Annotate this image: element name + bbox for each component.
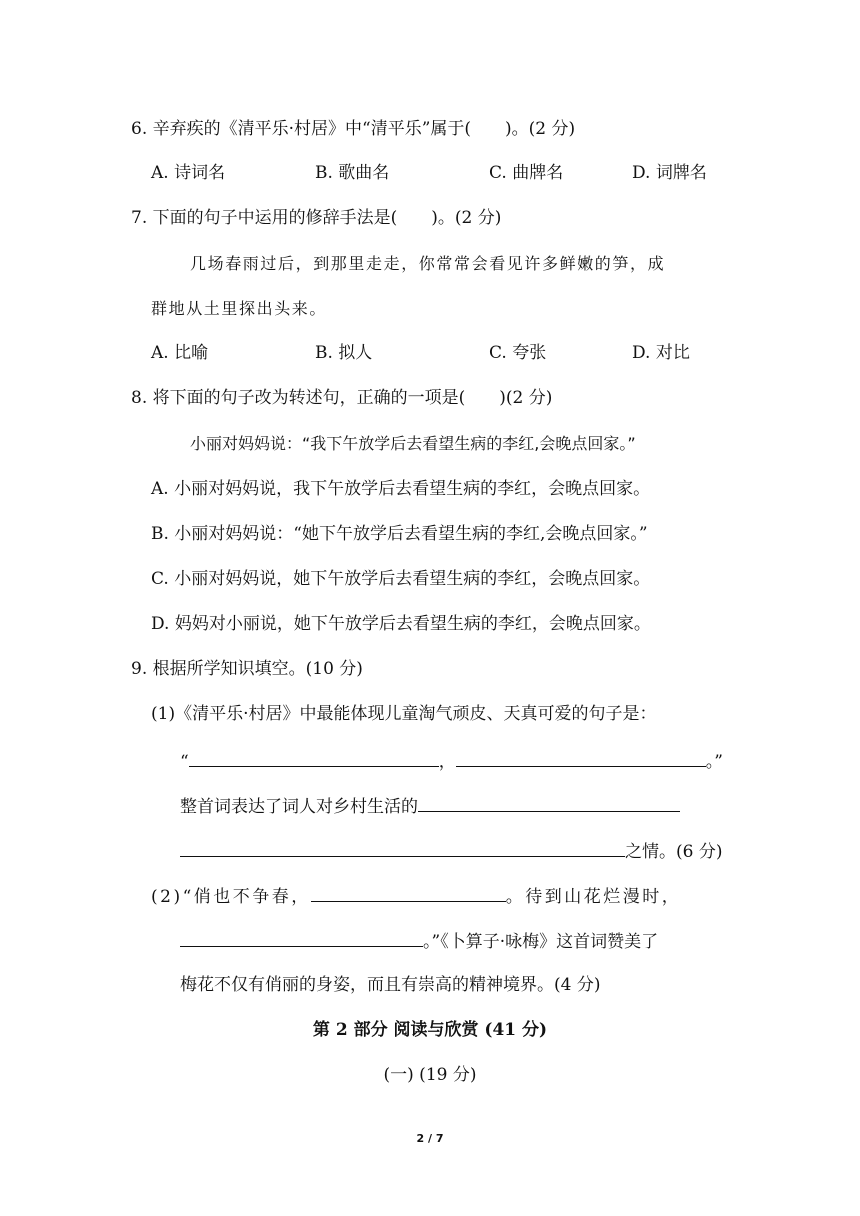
poem-line2-end: 。”《卜算子·咏梅》这首词赞美了 xyxy=(423,932,659,952)
answer-blank-3[interactable] xyxy=(418,793,680,812)
poem-mid: 。待到山花烂漫时， xyxy=(505,887,682,907)
answer-blank-6[interactable] xyxy=(180,928,423,947)
answer-blank-2[interactable] xyxy=(456,748,706,767)
q8-option-d: D. 妈妈对小丽说，她下午放学后去看望生病的李红，会晚点回家。 xyxy=(151,614,651,634)
q6-option-b: B. 歌曲名 xyxy=(315,163,390,183)
q6-option-d: D. 词牌名 xyxy=(632,163,707,183)
q9-part1-feeling-line xyxy=(180,793,680,819)
section-subtitle: (一) (19 分) xyxy=(383,1065,477,1085)
answer-blank-4[interactable] xyxy=(180,838,625,857)
q6-option-c: C. 曲牌名 xyxy=(489,163,564,183)
feeling-prompt: 整首词表达了词人对乡村生活的 xyxy=(180,797,418,817)
comma: ， xyxy=(438,752,456,772)
q9-part2-line3: 梅花不仅有俏丽的身姿，而且有崇高的精神境界。(4 分) xyxy=(180,975,601,995)
q6-stem: 6. 辛弃疾的《清平乐·村居》中“清平乐”属于( )。(2 分) xyxy=(131,119,576,139)
q7-option-b: B. 拟人 xyxy=(315,343,373,363)
section-title: 第 2 部分 阅读与欣赏 (41 分) xyxy=(312,1020,548,1040)
q8-option-a: A. 小丽对妈妈说，我下午放学后去看望生病的李红，会晚点回家。 xyxy=(151,479,651,499)
q6-option-a: A. 诗词名 xyxy=(151,163,226,183)
q8-quote: 小丽对妈妈说：“我下午放学后去看望生病的李红,会晚点回家。” xyxy=(190,434,636,453)
open-quote: “ xyxy=(180,752,189,772)
q7-passage-line1: 几场春雨过后，到那里走走，你常常会看见许多鲜嫩的笋，成 xyxy=(190,254,666,273)
close-quote: 。” xyxy=(705,752,723,772)
q9-part2-line2 xyxy=(180,928,658,954)
q8-stem: 8. 将下面的句子改为转述句，正确的一项是( )(2 分) xyxy=(131,388,553,408)
q9-part2-line1 xyxy=(151,883,681,909)
answer-blank-1[interactable] xyxy=(189,748,439,767)
q9-stem: 9. 根据所学知识填空。(10 分) xyxy=(131,659,363,679)
q7-passage-line2: 群地从土里探出头来。 xyxy=(151,299,328,318)
q9-part1-intro: (1)《清平乐·村居》中最能体现儿童淘气顽皮、天真可爱的句子是： xyxy=(151,704,657,724)
q9-part1-feeling-end-line xyxy=(180,838,722,864)
q7-option-a: A. 比喻 xyxy=(151,343,209,363)
q8-option-b: B. 小丽对妈妈说：“她下午放学后去看望生病的李红,会晚点回家。” xyxy=(151,524,648,544)
page-number: 2 / 7 xyxy=(416,1132,444,1145)
q8-option-c: C. 小丽对妈妈说，她下午放学后去看望生病的李红，会晚点回家。 xyxy=(151,569,651,589)
feeling-suffix: 之情。(6 分) xyxy=(625,842,723,862)
q7-stem: 7. 下面的句子中运用的修辞手法是( )。(2 分) xyxy=(131,208,502,228)
q7-option-c: C. 夸张 xyxy=(489,343,547,363)
q9-part1-blank-line xyxy=(180,748,723,774)
answer-blank-5[interactable] xyxy=(311,883,506,902)
q7-option-d: D. 对比 xyxy=(632,343,690,363)
poem-start: (2)“俏也不争春， xyxy=(151,887,311,907)
